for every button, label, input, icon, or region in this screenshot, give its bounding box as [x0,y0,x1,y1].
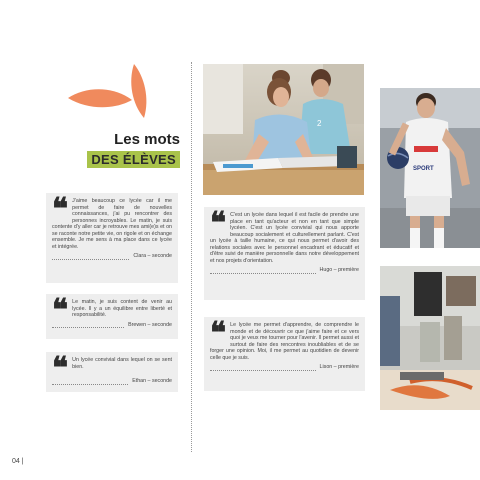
quote-author: Clara – seconde [133,253,172,259]
page-number: 04 | [12,458,24,465]
title-line-2: DES ÉLÈVES [87,151,180,168]
dotted-rule [52,381,128,385]
quote-footer [52,378,172,385]
photo-art-studio [380,266,480,410]
title-line-1: Les mots [114,131,180,148]
quote-text: J'aime beaucoup ce lycée car il me permet de faire de nouvelles connaissances, j'ai pu rencontrer des personnes incroyables. Le matin, je suis contente d'y aller car je retrouve mes ami(e)s et on se raconte notre petite vie, on rigole et on échange ensemble. Je me sens à ma place dans ce lycée et intégrée. [52,198,172,250]
quote-footer [52,322,172,329]
photo-handball-player [380,88,480,248]
quote-mark-icon: ❝ [52,293,69,328]
classroom-image [203,64,364,195]
quote-author: Lison – première [319,364,359,370]
quote-author: Ethan – seconde [132,378,172,384]
quote-mark-icon: ❝ [210,316,227,351]
dotted-rule [210,270,316,274]
quote-card-clara [46,193,178,283]
photo-students-studying [203,64,364,195]
quote-footer [52,253,172,260]
quote-footer [210,267,359,274]
dotted-rule [210,367,316,371]
dotted-rule [52,256,129,260]
leaves-decoration-icon [66,56,158,128]
quote-card-hugo [204,207,365,300]
quote-text: C'est un lycée dans lequel il est facile de prendre une place en tant qu'acteur et non en tant que simple lycéen. C'est un lycée convivial qui nous apporte beaucoup socialement et culturellement parlant. C'est un lycée à taille humaine, ce qui nous permet d'avoir des relations sociales avec le personnel encadrant et éducatif et d'être suivi de manière personnelle dans notre développement et nos projets d'orientation. [210,212,359,264]
quote-footer [210,364,359,371]
quote-text: Le lycée me permet d'apprendre, de comprendre le monde et de découvrir ce que j'aime faire et ce vers quoi je veux me tourner pour l'avenir. Il permet aussi et surtout de faire des rencontres inoubliables et de se forger une opinion. Moi, il me permet au quotidien de devenir celle que je suis. [210,322,359,361]
quote-author: Brewen – seconde [128,321,172,328]
quote-card-brewen [46,294,178,339]
quote-text: Un lycée convivial dans lequel on se sent bien. [72,357,172,370]
quote-mark-icon: ❝ [52,192,69,227]
handball-image [380,88,480,248]
quote-text: Le matin, je suis content de venir au lycée. Il y a un équilibre entre liberté et responsabilité. [72,299,172,318]
art-studio-image [380,266,480,410]
page-title [72,132,180,169]
jersey-brand: SPORT [413,166,434,172]
jersey-number: 2 [317,119,322,128]
column-divider [191,62,192,452]
quote-mark-icon: ❝ [210,206,227,241]
quote-mark-icon: ❝ [52,351,69,386]
dotted-rule [52,324,124,328]
quote-author: Hugo – première [319,267,359,273]
quote-card-ethan [46,352,178,392]
quote-card-lison [204,317,365,391]
